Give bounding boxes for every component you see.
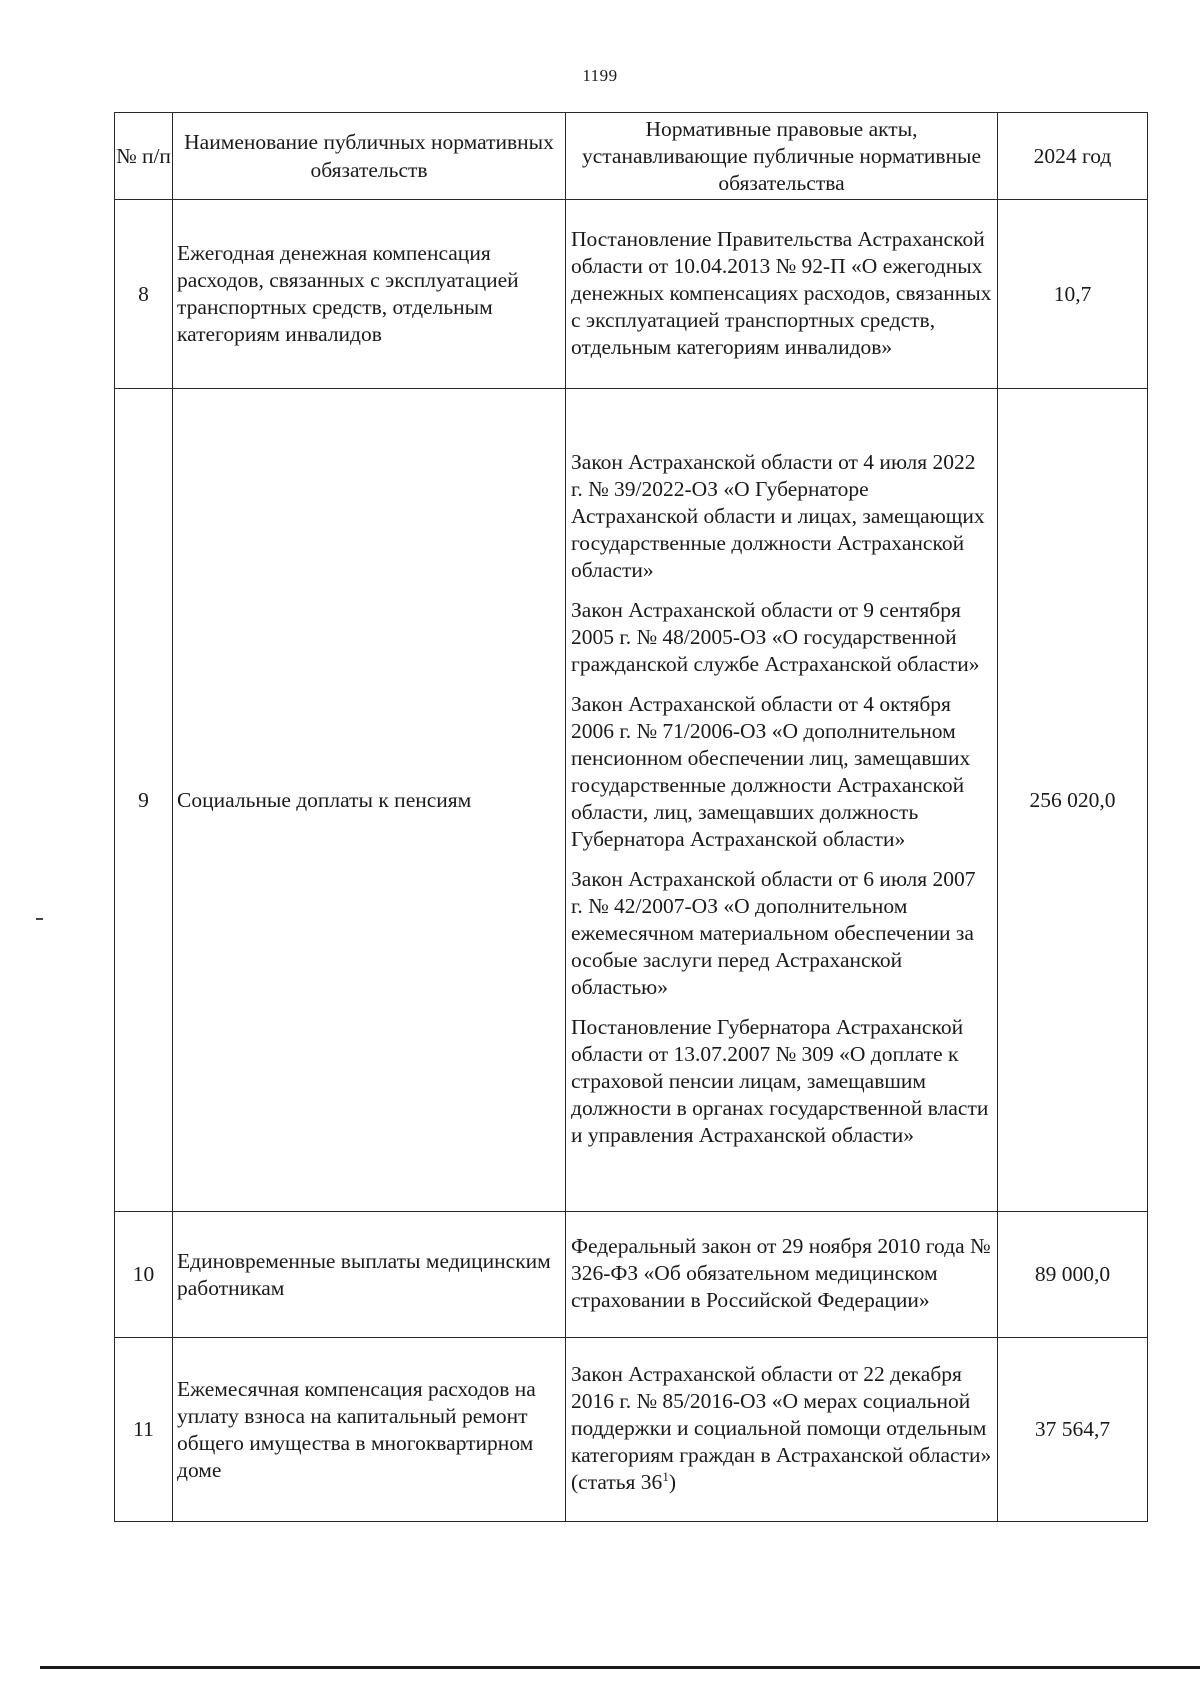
table-row (115, 1212, 1148, 1338)
legal-act: Закон Астраханской области от 9 сентября 2005 г. № 48/2005-ОЗ «О государственной гражданской службе Астраханской области» (571, 598, 980, 676)
legal-acts (566, 389, 998, 1212)
header-num-label: № п/п (116, 143, 171, 168)
obligation-name: Единовременные выплаты медицинским работникам (173, 1212, 566, 1338)
legal-act-tail: ) (668, 1470, 676, 1494)
legal-act: Федеральный закон от 29 ноября 2010 года № 326-ФЗ «Об обязательном медицинском страховании в Российской Федерации» (571, 1234, 991, 1312)
amount-2024: 256 020,0 (998, 389, 1148, 1212)
header-year-label: 2024 год (1033, 143, 1112, 168)
table-header-row (115, 113, 1148, 200)
obligations-table (114, 112, 1148, 1522)
header-num (115, 113, 173, 200)
table-row (115, 389, 1148, 1212)
article-superscript: 1 (662, 1468, 669, 1484)
legal-act: Постановление Губернатора Астраханской области от 13.07.2007 № 309 «О доплате к страховой пенсии лицам, замещавшим должности в органах государственной власти и управления Астраханской области» (571, 1015, 989, 1147)
header-name (173, 113, 566, 200)
table-row (115, 1338, 1148, 1522)
legal-acts (566, 1212, 998, 1338)
header-acts-label: Нормативные правовые акты, устанавливающие публичные нормативные обязательства (581, 116, 982, 195)
row-number: 9 (115, 389, 173, 1212)
row-number: 11 (115, 1338, 173, 1522)
legal-act-text: Закон Астраханской области от 22 декабря 2016 г. № 85/2016-ОЗ «О мерах социальной поддержки и социальной помощи отдельным категориям граждан в Астраханской области» (статья 36 (571, 1362, 992, 1494)
margin-mark (36, 918, 43, 920)
bottom-rule (40, 1666, 1200, 1669)
row-number: 8 (115, 200, 173, 389)
amount-2024: 10,7 (998, 200, 1148, 389)
amount-2024: 37 564,7 (998, 1338, 1148, 1522)
legal-acts (566, 1338, 998, 1522)
row-number: 10 (115, 1212, 173, 1338)
header-name-label: Наименование публичных нормативных обязательств (184, 130, 554, 182)
obligation-name: Ежегодная денежная компенсация расходов, связанных с эксплуатацией транспортных средств, отдельным категориям инвалидов (173, 200, 566, 389)
legal-act: Закон Астраханской области от 4 июля 2022 г. № 39/2022-ОЗ «О Губернаторе Астраханской области и лицах, замещающих государственные должности Астраханской области» (571, 450, 985, 582)
legal-act: Постановление Правительства Астраханской области от 10.04.2013 № 92-П «О ежегодных денежных компенсациях расходов, связанных с эксплуатацией транспортных средств, отдельным категориям инвалидов» (571, 226, 992, 359)
obligation-name: Социальные доплаты к пенсиям (173, 389, 566, 1212)
header-acts (566, 113, 998, 200)
amount-2024: 89 000,0 (998, 1212, 1148, 1338)
legal-acts (566, 200, 998, 389)
page-number: 1199 (582, 66, 618, 85)
legal-act (571, 1356, 992, 1503)
table-row (115, 200, 1148, 389)
legal-act: Закон Астраханской области от 6 июля 2007 г. № 42/2007-ОЗ «О дополнительном ежемесячном материальном обеспечении за особые заслуги перед Астраханской областью» (571, 867, 976, 999)
obligation-name: Ежемесячная компенсация расходов на уплату взноса на капитальный ремонт общего имущества в многоквартирном доме (173, 1338, 566, 1522)
header-year (998, 113, 1148, 200)
legal-act: Закон Астраханской области от 4 октября 2006 г. № 71/2006-ОЗ «О дополнительном пенсионном обеспечении лиц, замещавших государственные должности Астраханской области, лиц, замещавших должность Губернатора Астраханской области» (571, 692, 971, 851)
